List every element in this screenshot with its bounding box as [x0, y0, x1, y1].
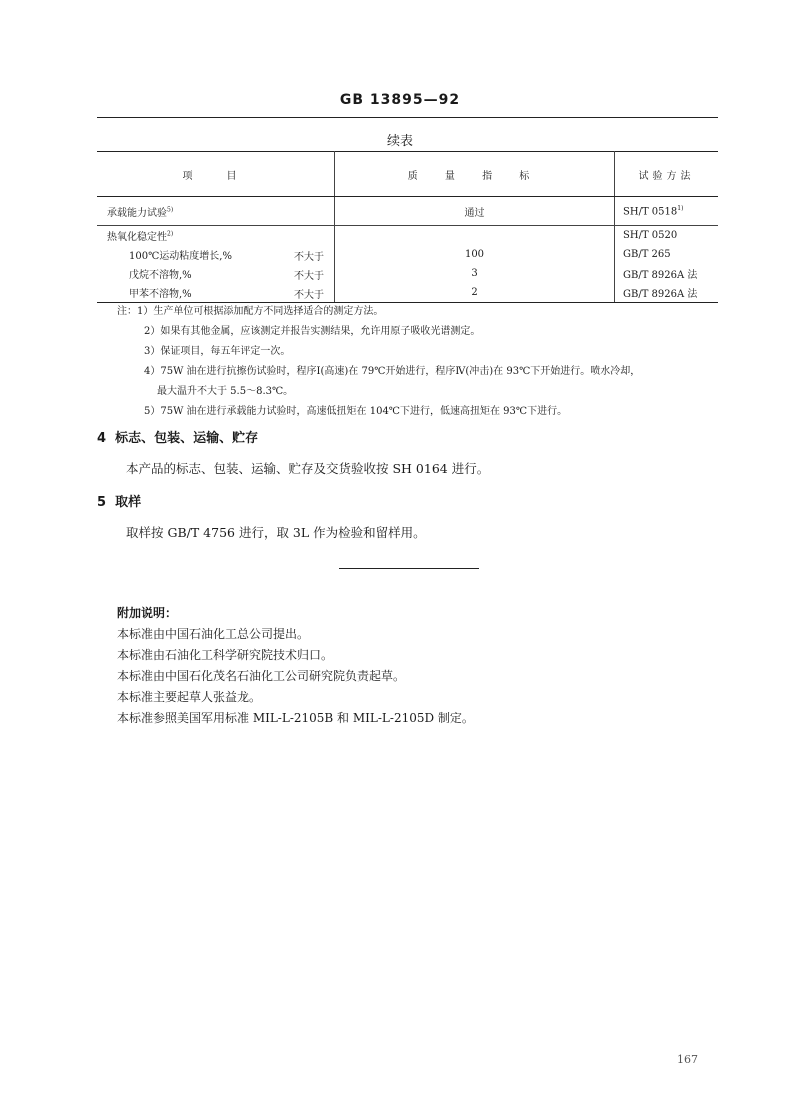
additional-notes-title: 附加说明： [117, 606, 178, 620]
row-value [335, 226, 615, 246]
additional-note-line: 本标准主要起草人张益龙。 [117, 690, 262, 704]
row-item: 承载能力试验 [107, 207, 167, 219]
row-value: 100 [335, 245, 615, 264]
row-item-note: 2) [167, 230, 174, 238]
row-method: GB/T 8926A 法 [623, 270, 698, 281]
note-4-continued: 最大温升不大于 5.5～8.3℃。 [157, 386, 294, 397]
column-header-quality: 质 量 指 标 [335, 152, 615, 197]
note-3: 3）保证项目，每五年评定一次。 [144, 346, 291, 357]
row-method: SH/T 0520 [623, 230, 678, 241]
table-row [97, 197, 718, 226]
row-value: 通过 [335, 197, 615, 226]
row-item: 100℃运动粘度增长,% [129, 251, 232, 262]
section-5-heading [97, 491, 141, 510]
section-number: 5 [97, 495, 107, 510]
row-limit: 不大于 [294, 252, 324, 263]
spec-table [97, 151, 718, 303]
row-item: 戊烷不溶物,% [129, 270, 192, 281]
additional-note-line: 本标准参照美国军用标准 MIL-L-2105B 和 MIL-L-2105D 制定。 [117, 711, 474, 725]
row-method-note: 1) [677, 204, 684, 212]
row-value: 3 [335, 264, 615, 283]
note-2: 2）如果有其他金属，应该测定并报告实测结果，允许用原子吸收光谱测定。 [144, 326, 481, 337]
column-header-item: 项 目 [97, 152, 335, 197]
note-1: 注：1）生产单位可根据添加配方不同选择适合的测定方法。 [117, 306, 384, 317]
section-5-text: 取样按 GB/T 4756 进行，取 3L 作为检验和留样用。 [126, 525, 426, 540]
section-4-heading [97, 427, 258, 446]
row-method: GB/T 265 [623, 249, 671, 260]
row-method: GB/T 8926A 法 [615, 283, 719, 303]
column-header-method: 试验方法 [615, 152, 719, 197]
page-number: 167 [677, 1053, 698, 1066]
header-rule [97, 117, 718, 118]
section-title: 取样 [115, 495, 142, 510]
section-title: 标志、包装、运输、贮存 [115, 431, 259, 446]
additional-note-line: 本标准由中国石油化工总公司提出。 [117, 627, 310, 641]
section-4-text: 本产品的标志、包装、运输、贮存及交货验收按 SH 0164 进行。 [126, 461, 490, 476]
end-rule [339, 568, 479, 569]
additional-notes [117, 603, 474, 729]
note-5: 5）75W 油在进行承载能力试验时，高速低扭矩在 104℃下进行，低速高扭矩在 93℃下进行。 [144, 406, 568, 417]
table-row [97, 264, 718, 283]
row-value: 2 [335, 283, 615, 303]
row-limit: 不大于 [294, 290, 324, 301]
table-notes [117, 302, 727, 422]
standard-number-header: GB 13895—92 [339, 92, 461, 108]
section-number: 4 [97, 431, 107, 446]
note-4: 4）75W 油在进行抗擦伤试验时，程序Ⅰ(高速)在 79℃开始进行，程序Ⅳ(冲击)在 93℃下开始进行。喷水冷却， [144, 366, 641, 377]
table-header-row [97, 152, 718, 197]
row-method: SH/T 0518 [623, 206, 678, 218]
row-limit: 不大于 [294, 271, 324, 282]
table-row [97, 283, 718, 303]
additional-note-line: 本标准由石油化工科学研究院技术归口。 [117, 648, 334, 662]
table-row [97, 226, 718, 246]
row-item: 热氧化稳定性 [107, 232, 167, 243]
table-caption: 续表 [386, 134, 413, 149]
row-item-note: 5) [167, 206, 174, 214]
table-row [97, 245, 718, 264]
additional-note-line: 本标准由中国石化茂名石油化工公司研究院负责起草。 [117, 669, 406, 683]
row-item: 甲苯不溶物,% [129, 289, 192, 300]
